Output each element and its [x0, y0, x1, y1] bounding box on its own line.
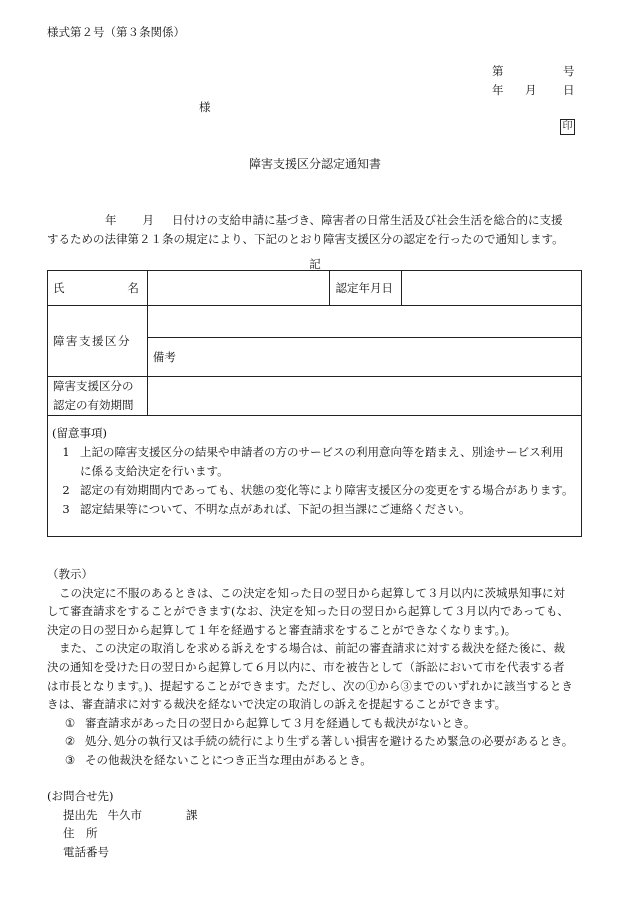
- name-label-2: 名: [127, 281, 139, 295]
- form-number: 様式第２号（第３条関係）: [47, 25, 185, 39]
- remarks-label: 備考: [152, 350, 176, 364]
- date-year-label: 年: [492, 83, 504, 97]
- kyoji-line: きは、審査請求に対する裁決を経ないで決定の取消しの訴えを提起することができます。: [47, 697, 507, 712]
- intro-year-label: 年: [105, 213, 117, 227]
- kyoji-item: [47, 732, 607, 751]
- note-item: [52, 481, 577, 500]
- period-value-cell[interactable]: [147, 377, 581, 416]
- cert-date-label-cell: [330, 271, 402, 306]
- submit-label: 提出先: [63, 807, 98, 822]
- intro-month-label: 月: [142, 213, 154, 227]
- document-title: 障害支援区分認定通知書: [248, 157, 381, 171]
- kubun-label: 障害支援区分: [53, 334, 131, 348]
- kyoji-item: [47, 714, 607, 733]
- note-number: 1: [62, 445, 70, 459]
- inquiry-phone-label: 電話番号: [63, 844, 109, 859]
- submit-department-suffix: 課: [186, 807, 198, 822]
- kyoji-line: 決定の日の翌日から起算して１年を経過すると審査請求をすることができなくなります。)。: [47, 622, 517, 637]
- note-number: 3: [62, 502, 70, 516]
- inquiry-section: [47, 787, 198, 861]
- inquiry-submit-row: [47, 806, 198, 825]
- cert-date-label: 認定年月日: [335, 281, 393, 295]
- kubun-label-cell: [48, 306, 148, 377]
- note-text: 認定結果等について、不明な点があれば、下記の担当課にご連絡ください。: [80, 502, 471, 516]
- notes-title: (留意事項): [52, 426, 107, 440]
- intro-line-2: するための法律第２１条の規定により、下記のとおり障害支援区分の認定を行ったので通知します。: [47, 232, 564, 246]
- inquiry-title: (お問合せ先): [47, 789, 114, 803]
- doc-number-suffix: 号: [563, 64, 575, 78]
- kyoji-section: [47, 565, 607, 770]
- intro-line-1: 日付けの支給申請に基づき、障害者の日常生活及び社会生活を総合的に支援: [172, 213, 563, 227]
- note-item: [52, 443, 577, 462]
- name-value-cell[interactable]: [147, 271, 330, 306]
- kyoji-title: （教示）: [47, 567, 93, 581]
- kyoji-line: して審査請求をすることができます(なお、決定を知った日の翌日から起算して３月以内であっても、: [47, 604, 569, 619]
- note-text: 上記の障害支援区分の結果や申請者の方のサービスの利用意向等を踏まえ、別途サービス利用: [80, 445, 564, 459]
- kyoji-item-number: ①: [64, 715, 76, 730]
- date-month-label: 月: [525, 83, 537, 97]
- inquiry-address-label: 住 所: [63, 826, 98, 841]
- cert-date-value-cell[interactable]: [402, 271, 582, 306]
- note-item: [52, 500, 577, 519]
- ki-label: 記: [309, 257, 321, 271]
- period-label-cell: [48, 377, 148, 416]
- doc-number-prefix: 第: [492, 64, 504, 78]
- kyoji-item: [47, 751, 607, 770]
- name-label-1: 氏: [53, 281, 65, 295]
- kyoji-line: 決の通知を受けた日の翌日から起算して６月以内に、市を被告として（訴訟において市を代表する者: [47, 659, 565, 674]
- kyoji-item-number: ②: [64, 734, 76, 749]
- period-label-2: 認定の有効期間: [53, 398, 134, 412]
- kyoji-item-number: ③: [64, 752, 76, 767]
- remarks-cell[interactable]: [147, 338, 581, 377]
- kyoji-item-text: 審査請求があった日の翌日から起算して３月を経過しても裁決がないとき。: [85, 715, 476, 730]
- notes-cell: [48, 416, 582, 537]
- note-text: 認定の有効期間内であっても、状態の変化等により障害支援区分の変更をする場合があります。: [80, 483, 574, 497]
- submit-city: 牛久市: [107, 807, 142, 822]
- note-text-continued: に係る支給決定を行います。: [80, 464, 229, 478]
- seal-mark: 印: [560, 119, 575, 135]
- addressee-suffix: 様: [199, 100, 211, 114]
- kyoji-line: また、この決定の取消しを求める訴えをする場合は、前記の審査請求に対する裁決を経た後に、裁: [59, 641, 565, 656]
- note-number: 2: [62, 483, 70, 497]
- kyoji-item-text: 処分､処分の執行又は手続の続行により生ずる著しい損害を避けるため緊急の必要があるとき。: [85, 734, 574, 749]
- kyoji-line: この決定に不服のあるときは、この決定を知った日の翌日から起算して３月以内に茨城県知事に対: [59, 585, 565, 600]
- certification-table: [47, 270, 582, 537]
- date-day-label: 日: [563, 83, 575, 97]
- name-label-cell: [48, 271, 148, 306]
- kyoji-line: は市長となります。)、提起することができます。ただし、次の①から③までのいずれかに該当するとき: [47, 678, 573, 693]
- period-label-1: 障害支援区分の: [53, 379, 134, 393]
- intro-paragraph: [47, 211, 582, 249]
- kubun-value-cell[interactable]: [147, 306, 581, 338]
- kyoji-item-text: その他裁決を経ないことにつき正当な理由があるとき。: [85, 752, 372, 767]
